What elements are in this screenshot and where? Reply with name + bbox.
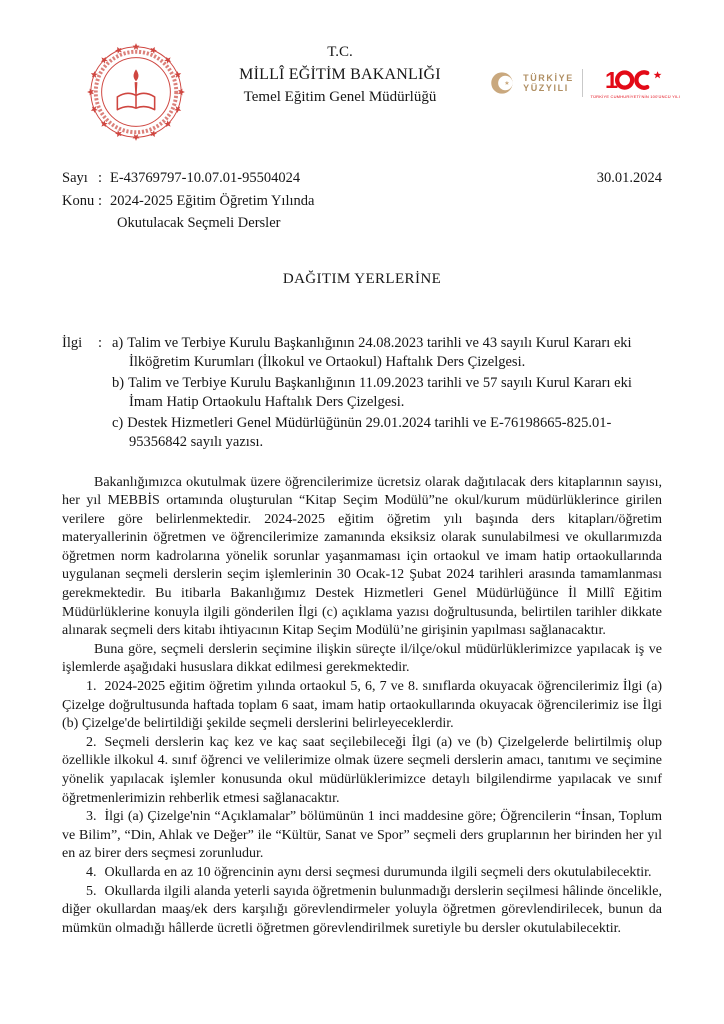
centenary-100-icon — [604, 68, 666, 93]
svg-text:1: 1 — [605, 67, 619, 93]
meb-seal-icon — [82, 38, 190, 146]
document-date: 30.01.2024 — [596, 170, 662, 186]
ilgi-item-b — [112, 374, 662, 412]
item-3-text: İlgi (a) Çizelge'nin “Açıklamalar” bölümünün 1 inci maddesine göre; Öğrencilerin “İnsan, Toplum ve Bilim”, “Din, Ahlak ve Değer” ile “Kültür, Sanat ve Spor” seçmeli ders gruplarının her birinden her yıl en az birer ders seçmesi zorunludur. — [62, 809, 662, 862]
header-tc: T.C. — [327, 44, 353, 60]
sayi-value: E-43769797-10.07.01-95504024 — [110, 170, 301, 186]
item-4-number: 4. — [86, 864, 97, 880]
turkiye-yuzyili-line2: YÜZYILI — [523, 83, 569, 93]
numbered-item-2 — [62, 734, 662, 808]
turkiye-yuzyili-line1: TÜRKİYE — [523, 73, 574, 83]
ilgi-item-a-letter: a) — [112, 334, 124, 351]
sayi-separator: : — [98, 170, 103, 186]
konu-value-line2: Okutulacak Seçmeli Dersler — [117, 215, 281, 231]
item-2-number: 2. — [86, 734, 97, 750]
ilgi-separator: : — [98, 334, 103, 351]
turkiye-yuzyili-wordmark — [523, 73, 574, 93]
ilgi-item-c-letter: c) — [112, 414, 124, 431]
letterhead-title — [190, 38, 490, 106]
ilgi-label: İlgi — [62, 334, 83, 351]
numbered-item-5 — [62, 883, 662, 939]
meb-emblem-icon — [82, 38, 190, 151]
centenary-logo — [590, 68, 680, 99]
ilgi-item-b-letter: b) — [112, 374, 125, 391]
body-paragraph-1: Bakanlığımızca okutulmak üzere öğrencilerimize ücretsiz olarak dağıtılacak ders kitaplarının sayısı, her yıl MEBBİS ortamında oluşturulan “Kitap Seçim Modülü”ne okul/kurum müdürlüklerince girilen verilere göre belirlenmektedir. 2024-2025 eğitim öğretim yılı başında ders kitapları/öğretim materyallerinin öğretmen ve öğrencilerimize zamanında eksiksiz olarak sunulabilmesi ve okullarımızda öğretmen norm kadrolarına yönelik sorunlar yaşanmaması için ortaokul ve imam hatip ortaokullarında uygulanan seçmeli derslerin seçim işlemlerinin 30 Ocak-12 Şubat 2024 tarihleri arasında tamamlanması gerekmektedir. Bu itibarla Bakanlığımız Destek Hizmetleri Genel Müdürlüğünce İl Millî Eğitim Müdürlüklerine konuyla ilgili gönderilen İlgi (c) açıklama yazısı doğrultusunda, belirtilen tarihler dikkate alınarak seçmeli ders kitabı ihtiyacının Kitap Seçim Modülü’ne girişinin yapılması sağlanacaktır. — [62, 474, 662, 639]
letterhead — [62, 38, 680, 151]
item-2-text: Seçmeli derslerin kaç kez ve kaç saat seçilebileceği İlgi (a) ve (b) Çizelgelerde belirtilmiş olup özellikle ilkokul 4. sınıf öğrenci ve velilerimize olmak üzere seçmeli derslerin amacı, tanıtımı ve seçimine yönelik yapılacak işlemler konusunda okul müdürlüklerimizce detaylı bilgilendirme yapılacak ve sınıf öğretmenlerimizin rehberlik etmesi sağlanacaktır. — [62, 734, 662, 806]
header-logos — [490, 38, 680, 102]
ilgi-item-c-text: Destek Hizmetleri Genel Müdürlüğünün 29.01.2024 tarihli ve E-76198665-825.01-95356842 sayılı yazısı. — [127, 414, 612, 450]
header-ministry: MİLLÎ EĞİTİM BAKANLIĞI — [239, 66, 441, 83]
konu-value-line1: 2024-2025 Eğitim Öğretim Yılında — [110, 192, 315, 209]
body-paragraph-2: Buna göre, seçmeli derslerin seçimine ilişkin süreçte il/ilçe/okul müdürlüklerimizce yapılacak iş ve işlemlerde aşağıdaki hususlara dikkat edilmesi gerekmektedir. — [62, 641, 662, 676]
sayi-label: Sayı — [62, 170, 88, 186]
turkiye-yuzyili-crescent-icon — [490, 64, 515, 102]
ilgi-item-b-text: Talim ve Terbiye Kurulu Başkanlığının 11.09.2023 tarihli ve 57 sayılı Kurul Kararı eki İmam Hatip Ortaokulu Haftalık Ders Çizelgesi. — [128, 374, 632, 410]
numbered-item-1 — [62, 678, 662, 734]
item-3-number: 3. — [86, 809, 97, 825]
konu-label: Konu — [62, 192, 95, 209]
document-meta — [62, 167, 662, 235]
ilgi-item-c — [112, 414, 662, 452]
item-1-text: 2024-2025 eğitim öğretim yılında ortaokul 5, 6, 7 ve 8. sınıflarda okuyacak öğrencilerimiz İlgi (a) Çizelge doğrultusunda haftada toplam 6 saat, imam hatip ortaokullarında okuyacak öğrencilerimiz ise İlgi (b) Çizelge'de belirtildiği şekilde seçmeli derslerini belirleyeceklerdir. — [62, 679, 662, 732]
numbered-item-4 — [62, 864, 662, 883]
letter-body — [62, 474, 662, 939]
ilgi-item-a-text: Talim ve Terbiye Kurulu Başkanlığının 24.08.2023 tarihli ve 43 sayılı Kurul Kararı eki İlköğretim Kurumları (İlkokul ve Ortaokul) Haftalık Ders Çizelgesi. — [127, 334, 632, 370]
numbered-item-3 — [62, 808, 662, 864]
ilgi-item-a — [112, 334, 662, 372]
item-1-number: 1. — [86, 679, 97, 695]
recipient-heading: DAĞITIM YERLERİNE — [282, 270, 442, 287]
ilgi-items — [112, 334, 662, 454]
konu-separator: : — [98, 192, 103, 209]
item-4-text: Okullarda en az 10 öğrencinin aynı dersi seçmesi durumunda ilgili seçmeli ders okutulabilecektir. — [104, 864, 652, 880]
header-directorate: Temel Eğitim Genel Müdürlüğü — [243, 89, 437, 105]
centenary-caption: TÜRKİYE CUMHURİYETİ'NİN 100'ÜNCÜ YILI — [590, 93, 680, 99]
item-5-number: 5. — [86, 883, 97, 899]
item-5-text: Okullarda ilgili alanda yeterli sayıda öğretmenin bulunmadığı derslerin seçilmesi hâlinde öncelikle, diğer okullardan maaş/ek ders karşılığı görevlendirmeler yoluyla öğretmen görevlendirilecek, bunun da mümkün olmadığı hâllerde ücretli öğretmen görevlendirilmek suretiyle bu dersler okutulabilecektir. — [62, 883, 662, 936]
logo-divider — [582, 69, 583, 97]
references-block — [62, 334, 662, 454]
